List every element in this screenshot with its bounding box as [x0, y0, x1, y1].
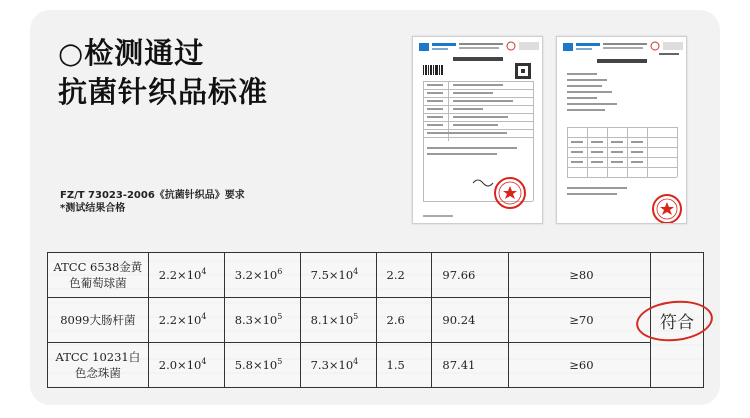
red-seal-icon [495, 178, 525, 208]
requirement-cell: ≥60 [509, 343, 651, 388]
table-row [48, 298, 704, 343]
requirement-cell: ≥70 [509, 298, 651, 343]
standard-reference: FZ/T 73023-2006《抗菌针织品》要求 [60, 190, 245, 201]
result-cell: 符合 [651, 253, 704, 388]
strain-cell: ATCC 10231白色念珠菌 [48, 343, 149, 388]
red-seal-icon [653, 195, 681, 223]
report-page-image [557, 37, 687, 224]
log-value-cell: 1.5 [376, 343, 432, 388]
count-cell: $8.3\times 10^5$ [224, 298, 300, 343]
log-value-cell: 2.6 [376, 298, 432, 343]
count-cell: $5.8\times 10^5$ [224, 343, 300, 388]
count-cell: $7.3\times 10^4$ [300, 343, 376, 388]
page-title [58, 34, 378, 112]
count-cell: $8.1\times 10^5$ [300, 298, 376, 343]
log-value-cell: 2.2 [376, 253, 432, 298]
rate-cell: 87.41 [432, 343, 509, 388]
count-cell: $2.2\times 10^4$ [148, 253, 224, 298]
title-line-2: 抗菌针织品标准 [58, 75, 269, 109]
org-logo [419, 43, 429, 51]
strain-cell: 8099大肠杆菌 [48, 298, 149, 343]
test-report-thumbnail-1[interactable] [412, 36, 543, 224]
count-cell: $3.2\times 10^6$ [224, 253, 300, 298]
report-page-image [413, 37, 543, 224]
strain-cell: ATCC 6538金黄色葡萄球菌 [48, 253, 149, 298]
rate-cell: 97.66 [432, 253, 509, 298]
table-row [48, 343, 704, 388]
requirement-cell: ≥80 [509, 253, 651, 298]
test-report-thumbnail-2[interactable] [556, 36, 687, 224]
antibacterial-results-table [47, 252, 704, 388]
test-result-note: *测试结果合格 [60, 203, 126, 214]
count-cell: $2.0\times 10^4$ [148, 343, 224, 388]
rate-cell: 90.24 [432, 298, 509, 343]
count-cell: $7.5\times 10^4$ [300, 253, 376, 298]
org-logo [563, 43, 573, 51]
title-line-1: ○检测通过 [58, 36, 205, 70]
table-row [48, 253, 704, 298]
count-cell: $2.2\times 10^4$ [148, 298, 224, 343]
standard-note [60, 189, 245, 215]
